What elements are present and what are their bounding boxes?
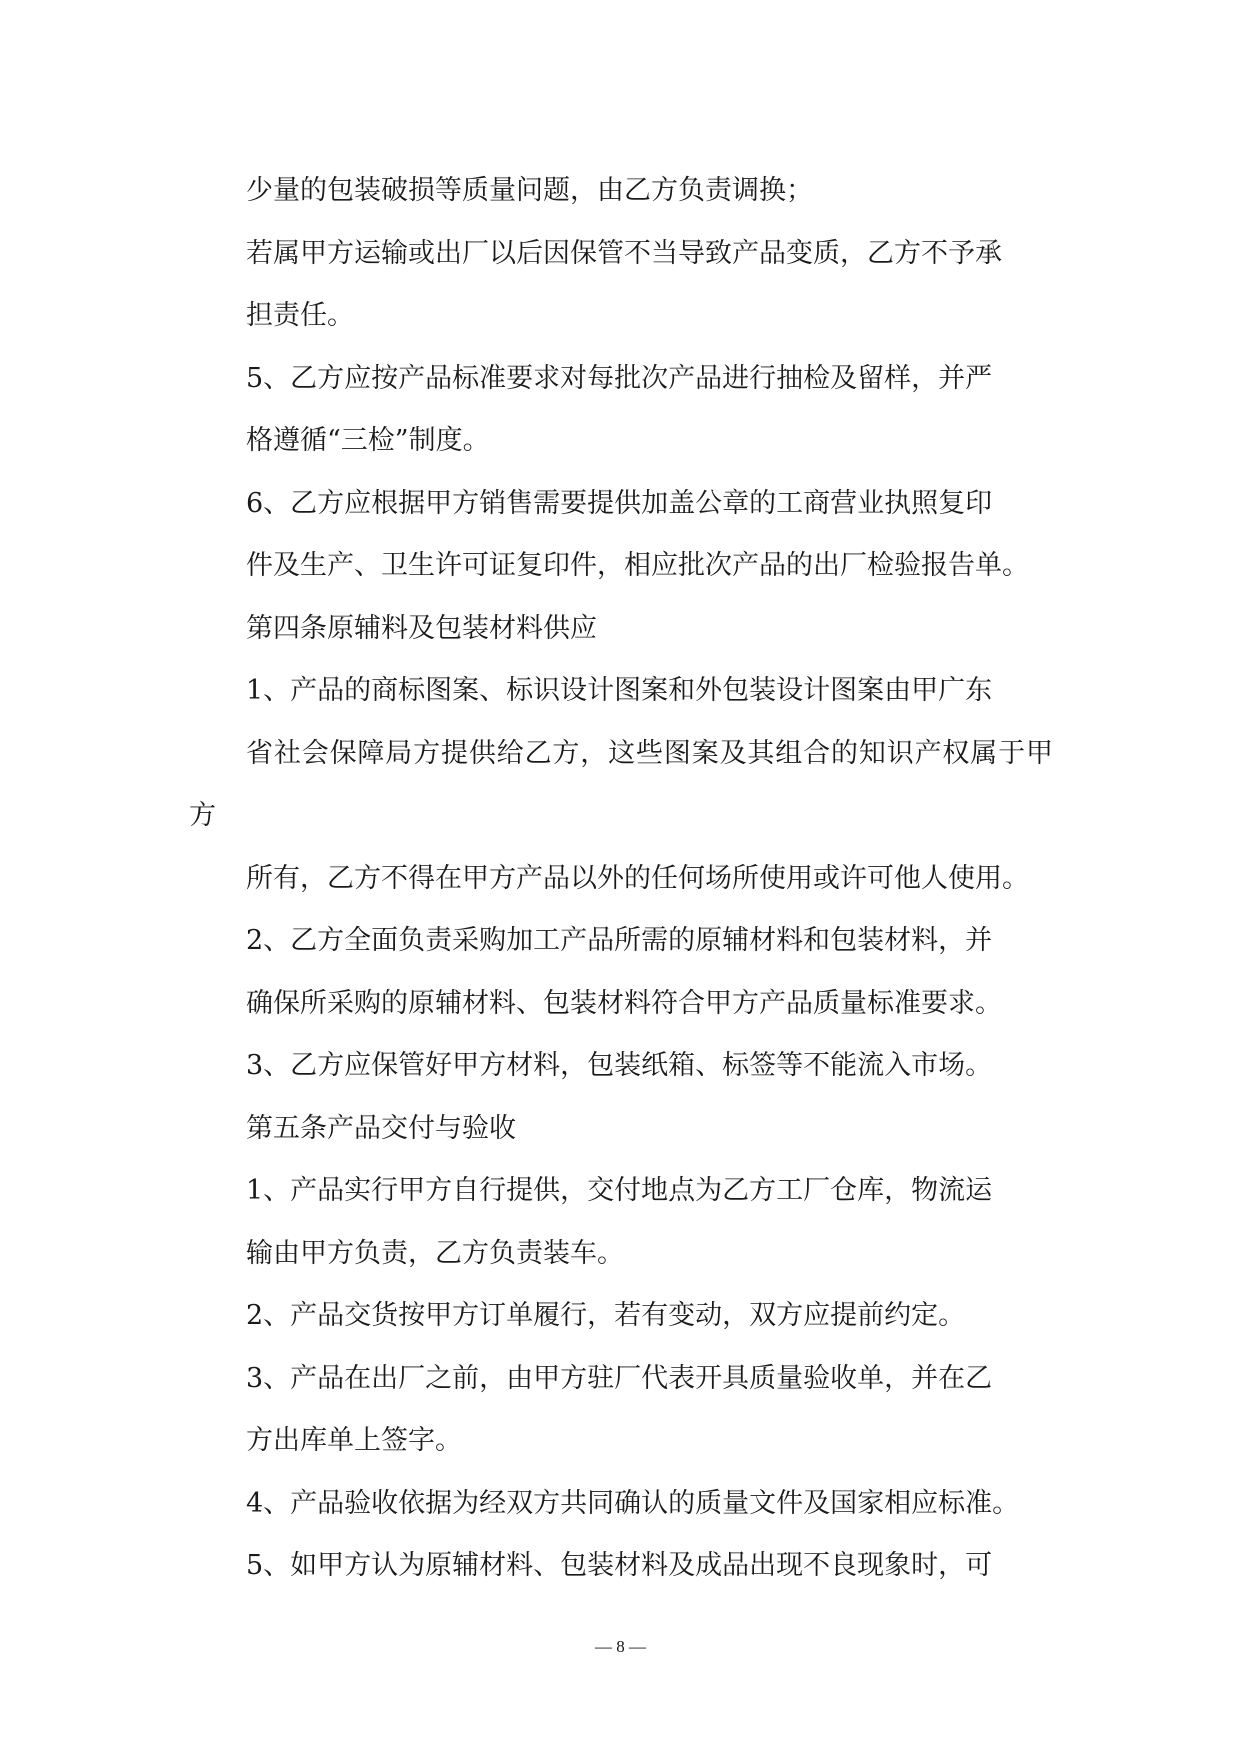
paragraph xyxy=(189,348,1053,473)
paragraph-line: 若属甲方运输或出厂以后因保管不当导致产品变质，乙方不予承 xyxy=(246,237,1002,269)
paragraph xyxy=(189,473,1053,598)
paragraph-line: 1、产品实行甲方自行提供，交付地点为乙方工厂仓库，物流运 xyxy=(246,1175,993,1206)
paragraph-line: 4、产品验收依据为经双方共同确认的质量文件及国家相应标准。 xyxy=(246,1487,1020,1519)
paragraph-line: 方出库单上签字。 xyxy=(246,1425,462,1456)
paragraph-line: 1、产品的商标图案、标识设计图案和外包装设计图案由甲广东 xyxy=(246,675,993,706)
paragraph-line: 5、乙方应按产品标准要求对每批次产品进行抽检及留样，并严 xyxy=(246,362,993,394)
paragraph-line: 担责任。 xyxy=(246,300,354,331)
paragraph-line: 5、如甲方认为原辅材料、包装材料及成品出现不良现象时，可 xyxy=(246,1550,993,1581)
paragraph xyxy=(189,1535,1053,1598)
paragraph xyxy=(189,160,1053,223)
paragraph-line: 件及生产、卫生许可证复印件，相应批次产品的出厂检验报告单。 xyxy=(246,550,1029,581)
paragraph-line: 格遵循“三检”制度。 xyxy=(246,425,490,456)
paragraph-line: 确保所采购的原辅材料、包装材料符合甲方产品质量标准要求。 xyxy=(246,987,1002,1019)
paragraph xyxy=(189,598,1053,661)
paragraph xyxy=(189,660,1053,910)
paragraph-line: 第四条原辅料及包装材料供应 xyxy=(246,612,597,644)
paragraph xyxy=(189,223,1053,348)
paragraph-line: 6、乙方应根据甲方销售需要提供加盖公章的工商营业执照复印 xyxy=(246,487,993,519)
paragraph xyxy=(189,1160,1053,1285)
paragraph-line: 2、乙方全面负责采购加工产品所需的原辅材料和包装材料，并 xyxy=(246,925,993,956)
paragraph xyxy=(189,1348,1053,1473)
paragraph-line: 第五条产品交付与验收 xyxy=(246,1112,516,1144)
paragraph-line: 少量的包装破损等质量问题，由乙方负责调换； xyxy=(246,175,813,206)
paragraph-line: 3、产品在出厂之前，由甲方驻厂代表开具质量验收单，并在乙 xyxy=(246,1362,993,1394)
paragraph-line: 省社会保障局方提供给乙方，这些图案及其组合的知识产权属于甲方 xyxy=(189,737,1053,831)
paragraph-line: 2、产品交货按甲方订单履行，若有变动，双方应提前约定。 xyxy=(246,1300,966,1331)
paragraph-line: 3、乙方应保管好甲方材料，包装纸箱、标签等不能流入市场。 xyxy=(246,1050,993,1081)
paragraph xyxy=(189,910,1053,1035)
paragraph-line: 输由甲方负责，乙方负责装车。 xyxy=(246,1237,624,1269)
document-body xyxy=(189,160,1053,1598)
paragraph xyxy=(189,1098,1053,1161)
paragraph-line: 所有，乙方不得在甲方产品以外的任何场所使用或许可他人使用。 xyxy=(246,862,1029,894)
page-number: — 8 — xyxy=(595,1637,646,1656)
paragraph xyxy=(189,1035,1053,1098)
paragraph xyxy=(189,1473,1053,1536)
paragraph xyxy=(189,1285,1053,1348)
